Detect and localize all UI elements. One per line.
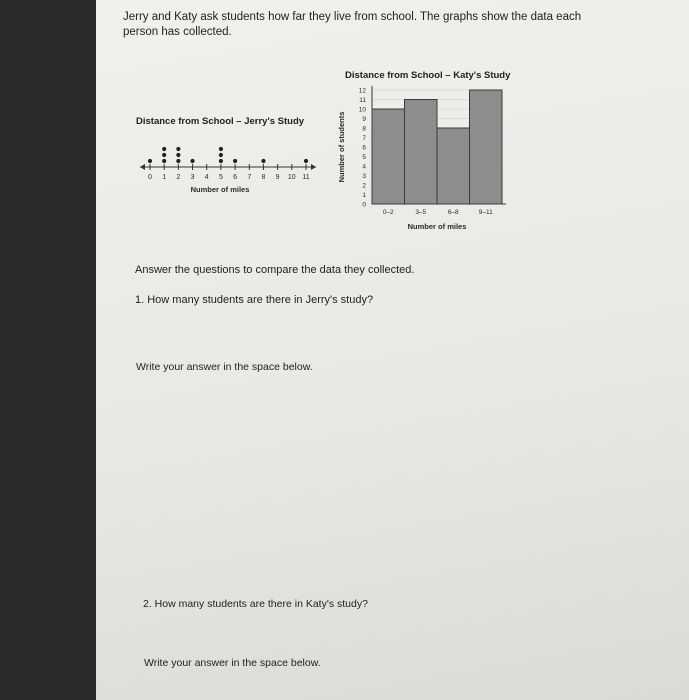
jerry-dot: [219, 159, 223, 163]
jerry-dot: [176, 159, 180, 163]
intro-text: Jerry and Katy ask students how far they live from school. The graphs show the data each person has collected.: [123, 11, 582, 38]
jerry-x-tick-label: 8: [261, 174, 266, 181]
jerry-x-tick-label: 7: [247, 174, 252, 181]
answer-prompt-1: Write your answer in the space below.: [136, 361, 313, 373]
question-1: 1. How many students are there in Jerry's study?: [135, 294, 374, 306]
katy-x-tick-label: 0–2: [382, 209, 394, 216]
katy-y-tick-label: 5: [362, 153, 366, 161]
jerry-dot: [162, 153, 166, 157]
katy-y-tick-label: 0: [362, 201, 366, 209]
jerry-dot: [148, 159, 152, 163]
jerry-x-tick-label: 2: [176, 174, 181, 181]
katy-y-tick-label: 9: [362, 115, 366, 123]
katy-y-tick-label: 2: [362, 182, 366, 190]
jerry-x-tick-label: 9: [275, 174, 280, 181]
katy-y-tick-label: 1: [362, 191, 366, 199]
katy-chart-title: Distance from School – Katy's Study: [345, 70, 511, 81]
katy-histogram: [330, 82, 520, 237]
katy-bar: [437, 128, 470, 204]
question-2: 2. How many students are there in Katy's study?: [143, 598, 368, 610]
katy-bar: [372, 109, 405, 204]
jerry-dot: [219, 153, 223, 157]
katy-x-tick-label: 9–11: [478, 209, 493, 216]
katy-x-axis-label: Number of miles: [407, 222, 467, 231]
jerry-dot: [176, 147, 180, 151]
jerry-x-axis-label: Number of miles: [190, 185, 250, 194]
jerry-x-tick-label: 6: [233, 174, 238, 181]
jerry-x-tick-label: 11: [302, 174, 310, 181]
jerry-dot: [261, 159, 265, 163]
jerry-dot: [233, 159, 237, 163]
jerry-chart-title: Distance from School – Jerry's Study: [136, 116, 305, 127]
katy-y-tick-label: 11: [359, 96, 366, 104]
jerry-dot: [162, 159, 166, 163]
jerry-x-tick-label: 5: [218, 174, 223, 181]
jerry-dot: [304, 159, 308, 163]
katy-y-tick-label: 10: [358, 106, 366, 114]
jerry-dot: [162, 147, 166, 151]
katy-bar: [405, 100, 438, 205]
katy-y-tick-label: 3: [362, 172, 366, 180]
instructions-text: Answer the questions to compare the data they collected.: [135, 264, 415, 276]
jerry-x-tick-label: 4: [204, 174, 209, 181]
jerry-axis-arrow-left: [140, 164, 145, 170]
katy-x-tick-label: 3–5: [415, 209, 427, 216]
jerry-dot: [190, 159, 194, 163]
katy-y-tick-label: 8: [362, 125, 366, 133]
katy-x-tick-label: 6–8: [447, 209, 459, 216]
answer-prompt-2: Write your answer in the space below.: [144, 657, 321, 669]
jerry-x-tick-label: 0: [148, 174, 152, 181]
katy-bar: [470, 90, 503, 204]
katy-y-tick-label: 7: [362, 134, 366, 142]
katy-y-tick-label: 6: [362, 144, 366, 152]
katy-y-tick-label: 4: [362, 163, 366, 171]
jerry-dot-plot: [138, 130, 328, 195]
katy-y-tick-label: 12: [358, 87, 366, 95]
jerry-x-tick-label: 1: [162, 174, 167, 181]
jerry-x-tick-label: 10: [287, 174, 296, 181]
jerry-dot: [219, 147, 223, 151]
katy-y-axis-label: Number of students: [337, 111, 346, 183]
jerry-axis-arrow-right: [311, 164, 316, 170]
jerry-x-tick-label: 3: [190, 174, 195, 181]
jerry-dot: [176, 153, 180, 157]
